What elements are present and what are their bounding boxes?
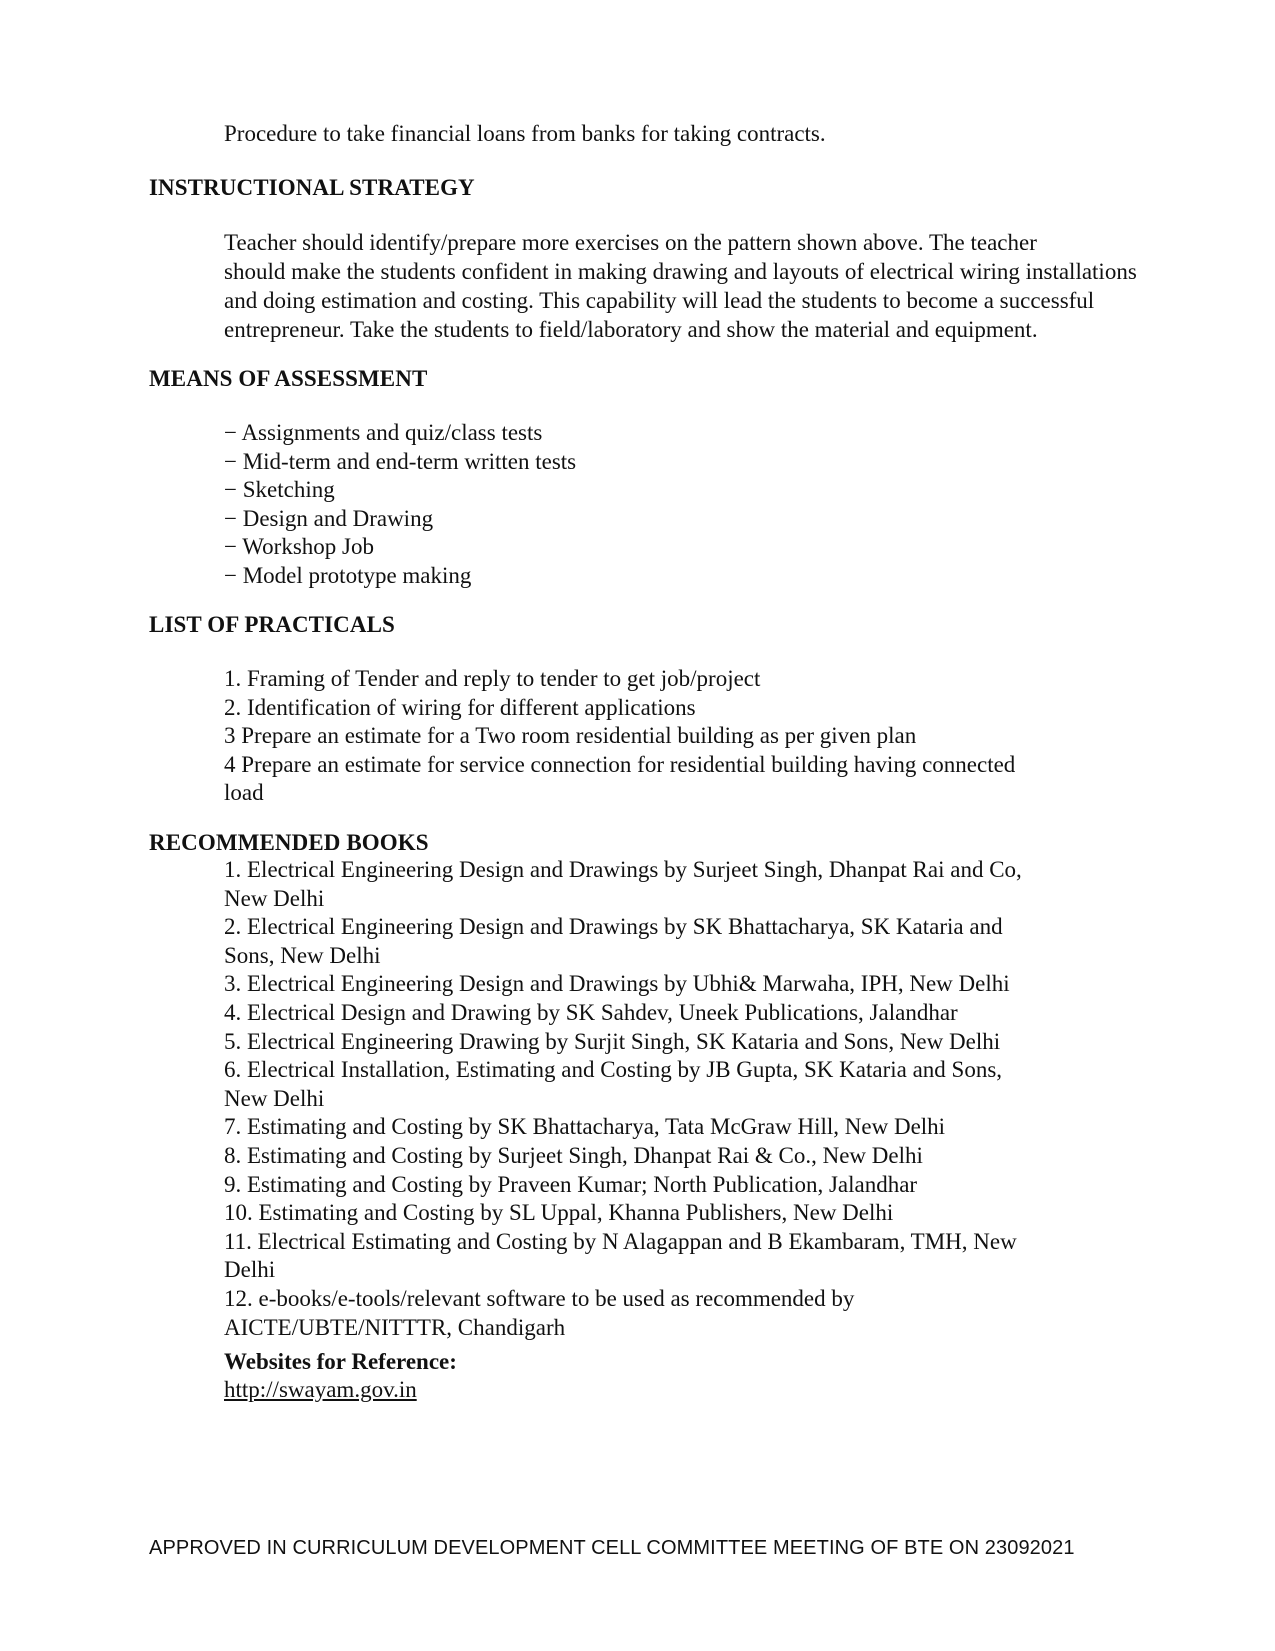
list-item: New Delhi bbox=[224, 1085, 325, 1111]
list-item: 11. Electrical Estimating and Costing by N Alagappan and B Ekambaram, TMH, New bbox=[224, 1228, 1017, 1254]
list-item: 1. Electrical Engineering Design and Drawings by Surjeet Singh, Dhanpat Rai and Co, bbox=[224, 857, 1022, 882]
list-item: Delhi bbox=[224, 1257, 276, 1283]
list-item: − Workshop Job bbox=[224, 534, 374, 560]
means-of-assessment-heading: MEANS OF ASSESSMENT bbox=[149, 366, 428, 391]
paragraph-line: and doing estimation and costing. This capability will lead the students to become a successful bbox=[224, 288, 1095, 313]
intro-text: Procedure to take financial loans from banks for taking contracts. bbox=[224, 121, 826, 146]
list-item: 1. Framing of Tender and reply to tender to get job/project bbox=[224, 666, 761, 691]
list-item: Sons, New Delhi bbox=[224, 942, 381, 968]
assessment-list bbox=[224, 419, 576, 591]
paragraph-line: entrepreneur. Take the students to field/laboratory and show the material and equipment. bbox=[224, 317, 1038, 342]
paragraph-line: should make the students confident in making drawing and layouts of electrical wiring installations bbox=[224, 259, 1137, 284]
paragraph-line: Teacher should identify/prepare more exercises on the pattern shown above. The teacher bbox=[224, 230, 1037, 255]
list-item: − Design and Drawing bbox=[224, 505, 434, 531]
instructional-strategy-paragraph bbox=[224, 228, 1190, 344]
list-item: 5. Electrical Engineering Drawing by Surjit Singh, SK Kataria and Sons, New Delhi bbox=[224, 1028, 1001, 1054]
practicals-list bbox=[224, 665, 1015, 808]
list-item: 3 Prepare an estimate for a Two room residential building as per given plan bbox=[224, 723, 917, 749]
books-list bbox=[224, 856, 1084, 1342]
list-item: 12. e-books/e-tools/relevant software to be used as recommended by bbox=[224, 1285, 855, 1311]
websites-heading: Websites for Reference: bbox=[224, 1349, 457, 1374]
list-item: 4 Prepare an estimate for service connection for residential building having connected bbox=[224, 751, 1016, 777]
list-item: 9. Estimating and Costing by Praveen Kumar; North Publication, Jalandhar bbox=[224, 1171, 918, 1197]
swayam-link[interactable]: http://swayam.gov.in bbox=[224, 1377, 417, 1402]
list-item: − Sketching bbox=[224, 477, 335, 503]
list-item: AICTE/UBTE/NITTTR, Chandigarh bbox=[224, 1314, 566, 1340]
list-item: 7. Estimating and Costing by SK Bhattacharya, Tata McGraw Hill, New Delhi bbox=[224, 1114, 946, 1140]
list-item: load bbox=[224, 780, 264, 806]
list-item: 8. Estimating and Costing by Surjeet Singh, Dhanpat Rai & Co., New Delhi bbox=[224, 1142, 923, 1168]
list-item: 10. Estimating and Costing by SL Uppal, Khanna Publishers, New Delhi bbox=[224, 1200, 894, 1226]
instructional-strategy-heading: INSTRUCTIONAL STRATEGY bbox=[149, 175, 475, 200]
list-item: − Model prototype making bbox=[224, 562, 472, 588]
list-item: 2. Electrical Engineering Design and Drawings by SK Bhattacharya, SK Kataria and bbox=[224, 914, 1003, 940]
list-item: 4. Electrical Design and Drawing by SK Sahdev, Uneek Publications, Jalandhar bbox=[224, 999, 958, 1025]
list-item: − Mid-term and end-term written tests bbox=[224, 448, 577, 474]
list-item: − Assignments and quiz/class tests bbox=[224, 420, 543, 445]
list-item: New Delhi bbox=[224, 885, 325, 911]
approval-footer: APPROVED IN CURRICULUM DEVELOPMENT CELL COMMITTEE MEETING OF BTE ON 23092021 bbox=[149, 1537, 1075, 1559]
list-item: 3. Electrical Engineering Design and Drawings by Ubhi& Marwaha, IPH, New Delhi bbox=[224, 971, 1010, 997]
list-item: 6. Electrical Installation, Estimating and Costing by JB Gupta, SK Kataria and Sons, bbox=[224, 1057, 1003, 1083]
list-of-practicals-heading: LIST OF PRACTICALS bbox=[149, 612, 395, 637]
recommended-books-heading: RECOMMENDED BOOKS bbox=[149, 830, 429, 855]
list-item: 2. Identification of wiring for different applications bbox=[224, 694, 696, 720]
